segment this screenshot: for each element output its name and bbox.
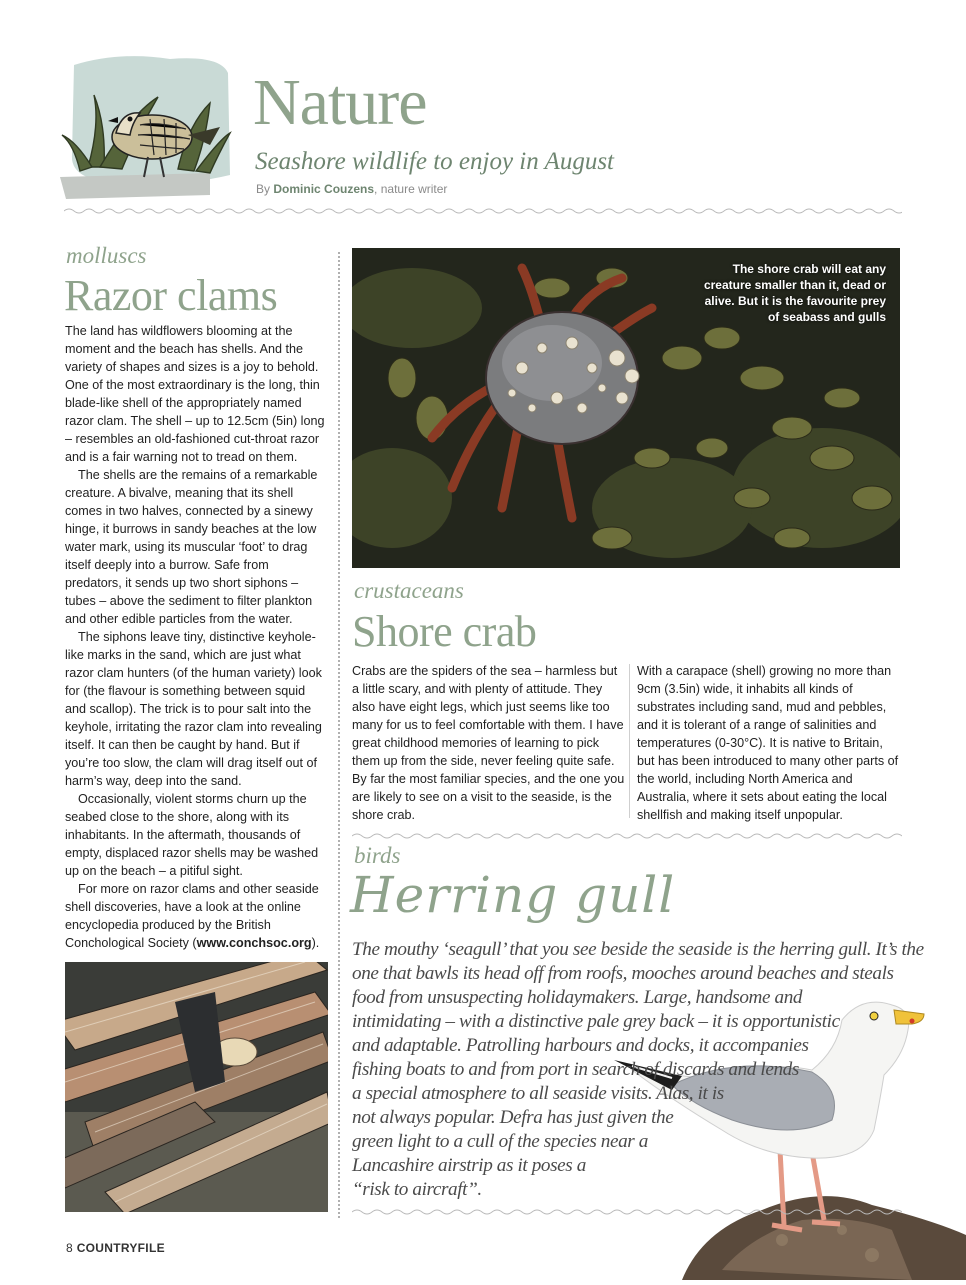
conchsoc-link[interactable]: www.conchsoc.org <box>196 936 312 950</box>
wavy-divider-middle <box>352 832 902 840</box>
gull-body-line: and adaptable. Patrolling harbours and docks, it accompanies <box>352 1035 809 1056</box>
razor-clams-photo <box>65 962 328 1212</box>
razor-paragraph-final <box>65 880 327 952</box>
razor-clams-kicker: molluscs <box>66 243 147 268</box>
shore-crab-kicker: crustaceans <box>354 578 464 603</box>
wavy-divider-top <box>64 207 902 215</box>
gull-body-line: fishing boats to and from port in search of discards and lends <box>352 1059 799 1080</box>
gull-body-line: Lancashire airstrip as it poses a <box>352 1155 586 1176</box>
razor-paragraph: The shells are the remains of a remarkable creature. A bivalve, meaning that its shell comes in two halves, connected by a sinewy hinge, it burrows in sandy beaches at the low water mark, using its muscular ‘foot’ to drag itself deeply into a burrow. Safe from predators, it sends up two short siphons – tubes – above the sediment to filter plankton and other edible particles from the water. <box>65 468 318 626</box>
herring-gull-kicker: birds <box>354 843 401 868</box>
gull-body-line: The mouthy ‘seagull’ that you see beside the seaside is the herring gull. It’s the <box>352 939 924 960</box>
shore-crab-column-1: Crabs are the spiders of the sea – harmless but a little scary, and with plenty of attitude. They also have eight legs, which just seems like too many for us to feel comfortable with them. I have great childhood memories of learning to pick them up from the side, never feeling quite safe. By far the most familiar species, and the one you are likely to see on a visit to the seaside, is the shore crab. <box>352 664 625 822</box>
razor-paragraph: The land has wildflowers blooming at the moment and the beach has shells. And the variety of shapes and sizes is a joy to behold. One of the most extraordinary is the long, thin blade-like shell of the appropriately named razor clam. The shell – up to 12.5cm (5in) long – resembles an old-fashioned cut-throat razor and is a fair warning not to tread on them. <box>65 324 325 464</box>
gull-body-line: green light to a cull of the species near a <box>352 1131 648 1152</box>
gull-body-line: intimidating – with a distinctive pale grey back – it is opportunistic <box>352 1011 840 1032</box>
herring-gull-body <box>352 938 924 1202</box>
magazine-name: COUNTRYFILE <box>76 1241 165 1255</box>
gull-body-line: food from unsuspecting holidaymakers. Large, handsome and <box>352 987 803 1008</box>
razor-paragraph: The siphons leave tiny, distinctive keyhole-like marks in the sand, which are just what razor clam hunters (of the human variety) look for (the flavour is something between squid and scallop). The trick is to pour salt into the keyhole, irritating the razor clam into revealing itself. It can then be caught by hand. But if you’re too slow, the clam will drag itself out of harm’s way, deep into the sand. <box>65 630 322 788</box>
byline <box>256 182 447 196</box>
shore-crab-column-rule <box>629 664 630 818</box>
byline-prefix: By <box>256 182 271 196</box>
razor-final-text: For more on razor clams and other seaside shell discoveries, have a look at the online encyclopedia produced by the British Conchological Society ( <box>65 882 319 950</box>
column-divider <box>338 252 340 1218</box>
page-number: 8 <box>66 1241 73 1255</box>
author-role: , nature writer <box>374 182 448 196</box>
bird-in-grass-illustration <box>60 55 238 203</box>
author-name: Dominic Couzens <box>273 182 375 196</box>
razor-paragraph: Occasionally, violent storms churn up the seabed close to the shore, along with its inhabitants. In the aftermath, thousands of empty, displaced razor shells may be washed up on the beach – a pitiful sight. <box>65 792 319 878</box>
masthead: Nature <box>253 66 427 139</box>
razor-clams-title: Razor clams <box>64 271 278 320</box>
razor-final-close: ). <box>311 936 320 950</box>
shore-crab-title: Shore crab <box>352 607 537 656</box>
wavy-divider-bottom <box>352 1208 902 1216</box>
gull-body-line: “risk to aircraft”. <box>352 1179 482 1200</box>
herring-gull-title: Herring gull <box>350 866 676 924</box>
gull-body-line: one that bawls its head off from roofs, mooches around beaches and steals <box>352 963 894 984</box>
page-footer <box>66 1241 165 1255</box>
page-subtitle: Seashore wildlife to enjoy in August <box>255 148 614 175</box>
shore-crab-column-2: With a carapace (shell) growing no more than 9cm (3.5in) wide, it inhabits all kinds of substrates including sand, mud and pebbles, and it is tolerant of a range of salinities and temperatures (0-30°C). It is native to Britain, but has been introduced to many other parts of the world, including North America and Australia, where it sets about eating the local shellfish and making itself unpopular. <box>637 664 899 822</box>
gull-body-line: not always popular. Defra has just given the <box>352 1107 674 1128</box>
shore-crab-caption: The shore crab will eat any creature smaller than it, dead or alive. But it is the favourite prey of seabass and gulls <box>703 262 886 324</box>
razor-clams-body <box>65 322 327 952</box>
gull-body-line: a special atmosphere to all seaside visits. Alas, it is <box>352 1083 724 1104</box>
